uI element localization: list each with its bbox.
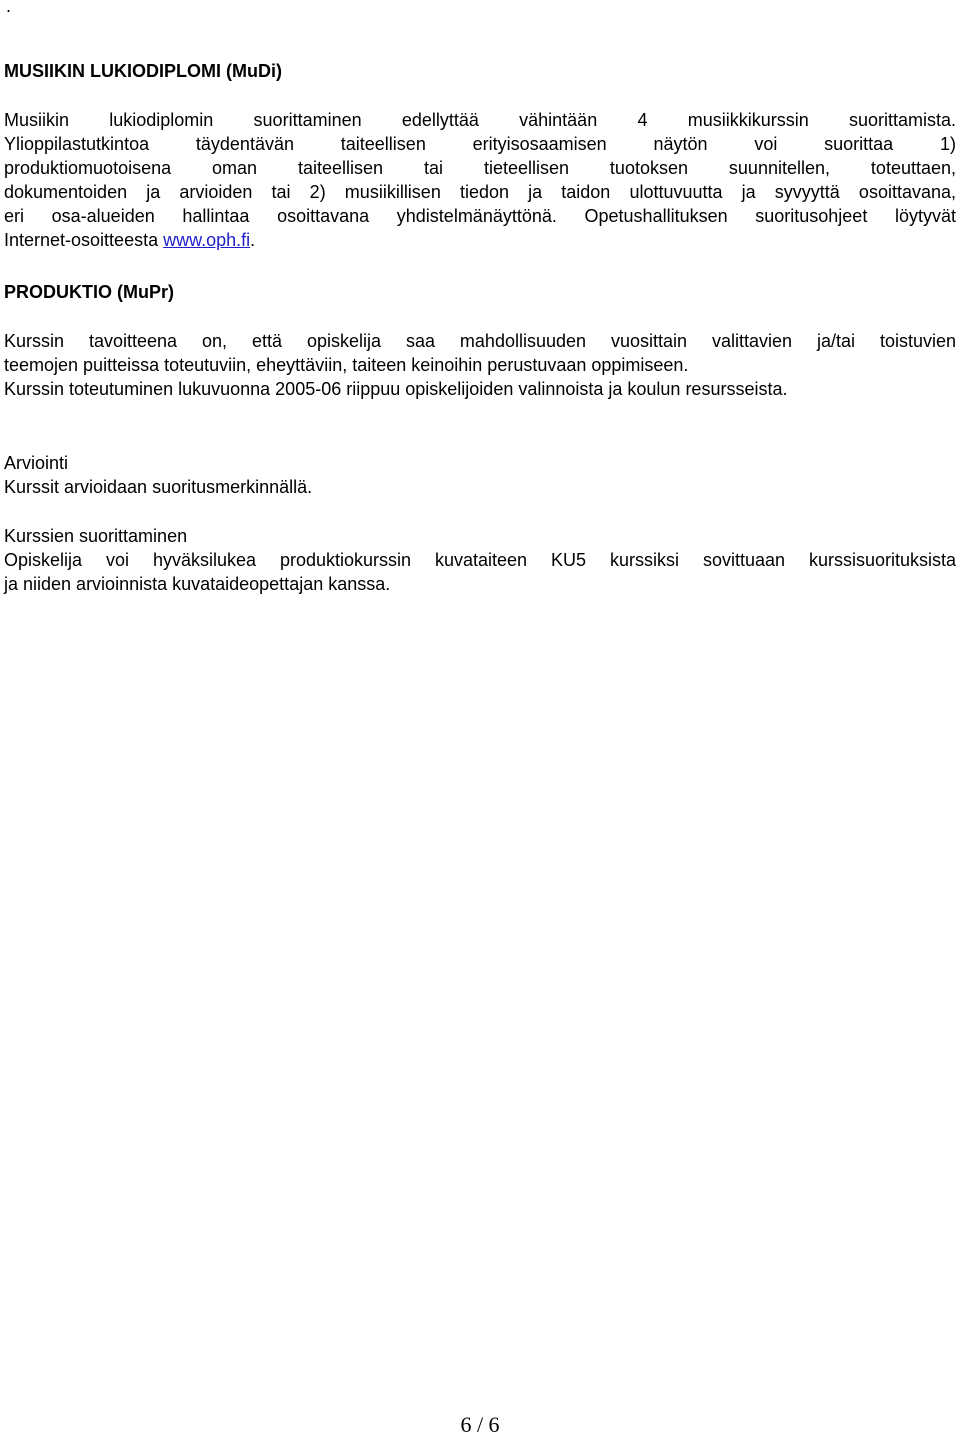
oph-link[interactable]: www.oph.fi	[163, 230, 251, 250]
mudi-heading: MUSIIKIN LUKIODIPLOMI (MuDi)	[4, 61, 282, 81]
mupr-paragraph	[4, 329, 956, 401]
mupr-line-1: Kurssin tavoitteena on, että opiskelija saa mahdollisuuden vuosittain valittavien ja/tai toistuvien	[4, 331, 956, 351]
suorittaminen-heading: Kurssien suorittaminen	[4, 526, 188, 546]
arviointi-text: Kurssit arvioidaan suoritusmerkinnällä.	[4, 477, 313, 497]
mudi-paragraph	[4, 108, 956, 252]
arviointi-block	[4, 451, 956, 499]
mudi-line-3: produktiomuotoisena oman taiteellisen tai tieteellisen tuotoksen suunnitellen, toteuttaen,	[4, 158, 956, 178]
top-mark: .	[6, 0, 12, 16]
mudi-line-4: dokumentoiden ja arvioiden tai 2) musiikillisen tiedon ja taidon ulottuvuutta ja syvyyttä osoittavana,	[4, 182, 956, 202]
mudi-line-1: Musiikin lukiodiplomin suorittaminen edellyttää vähintään 4 musiikkikurssin suorittamista.	[4, 110, 956, 130]
page-number: 6 / 6	[460, 1412, 500, 1437]
mudi-line-2: Ylioppilastutkintoa täydentävän taiteellisen erityisosaamisen näytön voi suorittaa 1)	[4, 134, 956, 154]
suorittaminen-block	[4, 524, 956, 596]
mudi-line-6	[4, 228, 956, 252]
mudi-line-6-prefix: Internet-osoitteesta	[4, 230, 164, 250]
mupr-heading: PRODUKTIO (MuPr)	[4, 282, 174, 302]
suorittaminen-line-1: Opiskelija voi hyväksilukea produktiokurssin kuvataiteen KU5 kurssiksi sovittuaan kurssisuorituksista	[4, 550, 956, 570]
mudi-line-5: eri osa-alueiden hallintaa osoittavana yhdistelmänäyttönä. Opetushallituksen suoritusohjeet löytyvät	[4, 206, 956, 226]
suorittaminen-line-2: ja niiden arvioinnista kuvataideopettajan kanssa.	[4, 574, 391, 594]
mupr-line-3: Kurssin toteutuminen lukuvuonna 2005-06 riippuu opiskelijoiden valinnoista ja koulun resursseista.	[4, 379, 788, 399]
arviointi-heading: Arviointi	[4, 453, 69, 473]
mupr-line-2: teemojen puitteissa toteutuviin, eheyttäviin, taiteen keinoihin perustuvaan oppimiseen.	[4, 355, 689, 375]
mudi-line-6-suffix: .	[250, 230, 256, 250]
